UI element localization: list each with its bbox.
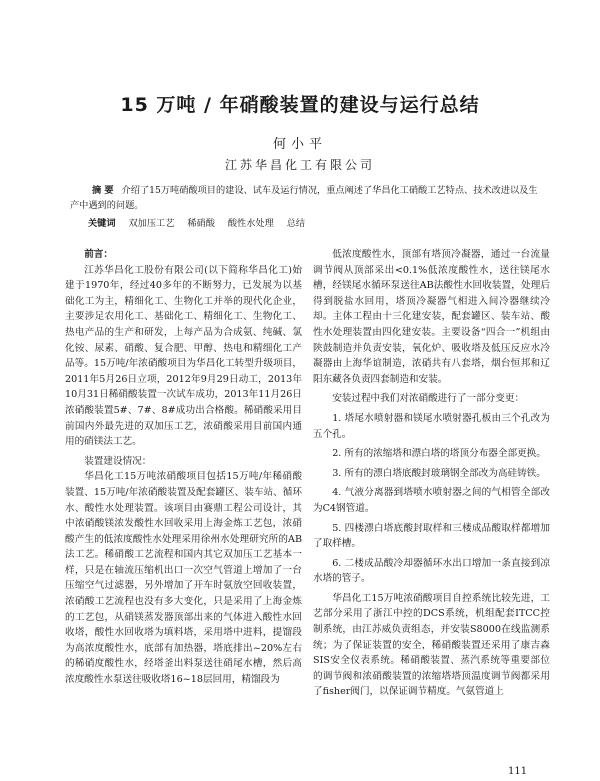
list-item: 3. 所有的漂白塔底酸封玻璃钢全部改为高硅铸铁。	[332, 467, 546, 479]
keyword-item: 双加压工艺	[128, 218, 175, 229]
list-item: 2. 所有的浓缩塔和漂白塔的塔顶分布器全部更换。	[332, 448, 546, 460]
keywords-label: 关键词	[88, 218, 116, 229]
left-column	[65, 247, 302, 688]
keyword-item: 稀硝酸	[187, 218, 215, 229]
abstract-label: 摘 要	[92, 185, 114, 196]
overview-heading: 装置建设情况：	[84, 455, 152, 467]
list-item: 6. 二楼成品酸冷却器循环水出口增加一条直接到凉水塔的管子。	[313, 557, 550, 585]
continued-paragraph: 低浓度酸性水，顶部有塔顶冷凝器，通过一台流量调节阀从顶部采出<0.1%低浓度酸性水，送往镁尾水槽，经镁尾水循环泵送往AB法酸性水回收装置，处理后得到脱盐水回用，塔顶冷凝器气相进入间冷器继续冷却。主体工程由十三化建安装，配套罐区、装车站、酸性水处理装置由四化建安装。主要设备“四合一”机组由陕鼓制造并负责安装，氧化炉、吸收塔及低压反应水冷凝器由上海华谊制造，浓硝共有八套塔，烟台恒邦和辽阳东藏各负责四套制造和安装。	[313, 249, 550, 385]
changes-list	[313, 411, 550, 587]
keyword-item: 酸性水处理	[227, 218, 274, 229]
changes-intro: 安装过程中我们对浓硝酸进行了一部分变更：	[332, 393, 525, 405]
keywords	[88, 215, 538, 229]
preface-paragraph: 江苏华昌化工股份有限公司(以下简称华昌化工)始建于1970年，经过40多年的不断努力，已发展为以基础化工为主，精细化工、生物化工并举的现代化企业，主要涉足农用化工、基础化工、精细化工、生物化工、热电产品的生产和研发，上每产品为合成氨、纯碱、氯化铵、尿素、硝酸、复合肥、甲醇、热电和精细化工产品等。15万吨/年浓硝酸项目为华昌化工转型升级项目，2011年5月26日立项，2012年9月29日动工，2013年10月31日稀硝酸装置一次试车成功，2013年11月26日浓硝酸装置5#、7#、8#成功出合格酸。稀硝酸采用目前国内外最先进的双加压工艺，浓硝酸采用目前国内通用的硝镁法工艺。	[65, 264, 302, 448]
article-author: 何小平	[272, 137, 327, 152]
overview-paragraph: 华昌化工15万吨浓硝酸项目包括15万吨/年稀硝酸装置、15万吨/年浓硝酸装置及配套罐区、装车站、循环水、酸性水处理装置。该项目由赛鼎工程公司设计，其中浓硝酸镁浓发酸性水回收采用上海金炼工艺包，浓硝酸产生的低浓度酸性水处理采用徐州水处理研究所的AB法工艺。稀硝酸工艺流程和国内其它双加压工艺基本一样，只是在轴流压缩机出口一次空气管道上增加了一台压缩空气过滤器，另外增加了开车时氨放空回收装置，浓硝酸工艺流程也没有多大变化，只是采用了上海金炼的工艺包，从硝镁蒸发器顶部出来的气体进入酸性水回收塔，酸性水回收塔为填料塔，采用塔中进料，提馏段为高浓度酸性水，底部有加热器，塔底排出~20%左右的稀硝度酸性水，经塔釜出料泵送往硝尾水槽，然后高浓度酸性水泵送往吸收塔16~18层回用，精馏段为	[65, 471, 302, 686]
article-title: 15 万吨 / 年硝酸装置的建设与运行总结	[120, 94, 480, 116]
control-system-paragraph: 华昌化工15万吨浓硝酸项目自控系统比较先进，工艺部分采用了浙江中控的DCS系统，机组配套ITCC控制系统，由江苏威负责组态，并安装S8000在线监测系统；为了保证装置的安全，稀硝酸装置还采用了康吉森SIS安全仪表系统。稀硝酸装置、蒸汽系统等重要部位的调节阀和浓硝酸装置的浓缩塔塔顶温度调节阀都采用了fisher阀门，以保证调节精度。气氨管道上	[313, 592, 550, 698]
page-number: 111	[508, 766, 528, 777]
right-column	[313, 247, 550, 700]
abstract-text: 介绍了15万吨硝酸项目的建设、试车及运行情况，重点阐述了华昌化工硝酸工艺特点、技术改进以及生产中遇到的问题。	[70, 185, 538, 211]
list-item: 5. 四楼漂白塔底酸封取样和三楼成品酸取样都增加了取样槽。	[313, 522, 550, 550]
list-item: 4. 气液分离器到塔喷水喷射器之间的气相管全部改为C4钢管道。	[313, 487, 550, 514]
abstract	[70, 183, 540, 213]
keyword-item: 总结	[286, 218, 306, 229]
preface-heading: 前言：	[84, 249, 113, 260]
list-item: 1. 塔尾水喷射器和镁尾水喷射器孔板由三个孔改为五个孔。	[313, 412, 550, 440]
article-affiliation: 江苏华昌化工有限公司	[224, 158, 375, 172]
